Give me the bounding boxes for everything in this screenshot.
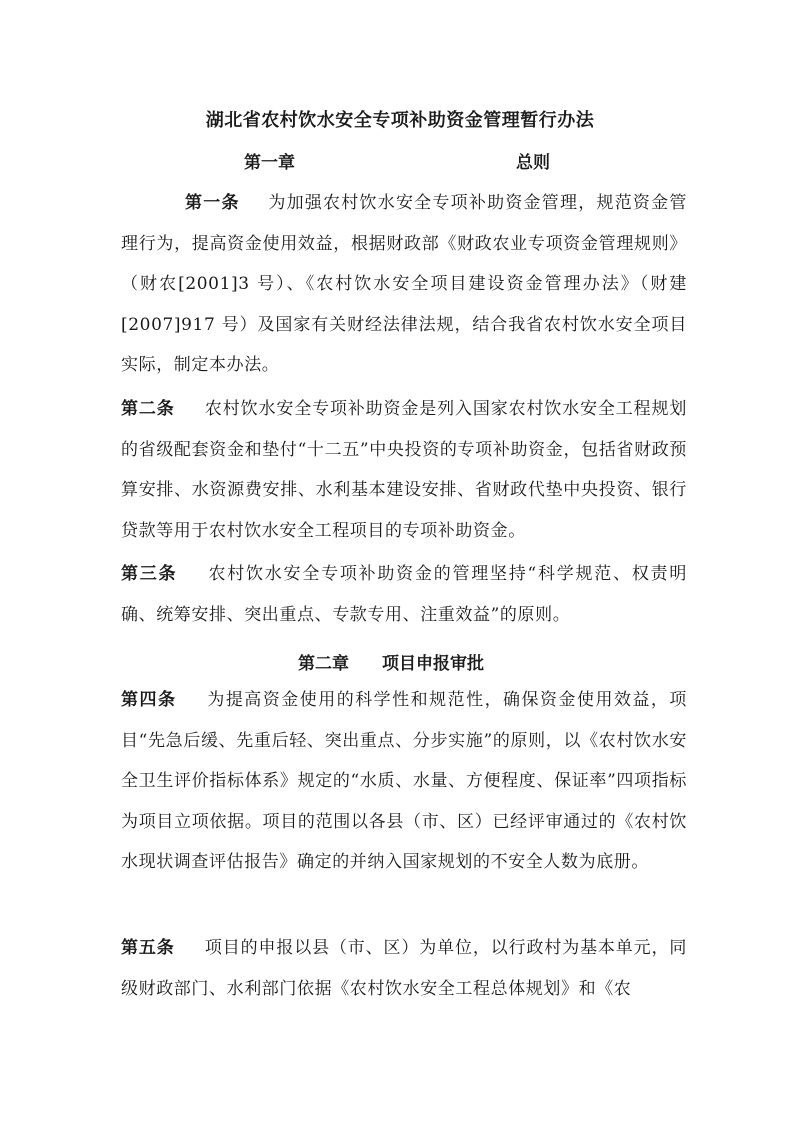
article-4-label: 第四条: [121, 690, 177, 710]
article-5-label: 第五条: [121, 938, 175, 958]
article-5-text: 项目的申报以县（市、区）为单位，以行政村为基本单元，同级财政部门、水利部门依据《农村饮水安全工程总体规划》和《农: [121, 938, 687, 999]
article-2: [121, 389, 687, 551]
chapter-2-number: 第二章: [298, 654, 349, 674]
article-4: [121, 680, 687, 883]
article-2-label: 第二条: [121, 399, 175, 419]
article-3-text: 农村饮水安全专项补助资金的管理坚持“科学规范、权责明确、统筹安排、突出重点、专款专用、注重效益”的原则。: [121, 564, 687, 625]
article-2-text: 农村饮水安全专项补助资金是列入国家农村饮水安全工程规划的省级配套资金和垫付“十二五”中央投资的专项补助资金，包括省财政预算安排、水资源费安排、水利基本建设安排、省财政代垫中央投资、银行贷款等用于农村饮水安全工程项目的专项补助资金。: [121, 399, 687, 541]
article-4-text: 为提高资金使用的科学性和规范性，确保资金使用效益，项目“先急后缓、先重后轻、突出重点、分步实施”的原则，以《农村饮水安全卫生评价指标体系》规定的“水质、水量、方便程度、保证率”四项指标为项目立项依据。项目的范围以各县（市、区）已经评审通过的《农村饮水现状调查评估报告》确定的并纳入国家规划的不安全人数为底册。: [121, 690, 687, 873]
article-1: [121, 183, 687, 386]
document-title: 湖北省农村饮水安全专项补助资金管理暂行办法: [205, 110, 595, 131]
article-3-label: 第三条: [121, 564, 178, 584]
chapter-2-name: 项目申报审批: [382, 654, 484, 674]
chapter-1-number: 第一章: [244, 153, 295, 173]
article-3: [121, 554, 687, 635]
article-5: [121, 928, 687, 1009]
article-1-text: 为加强农村饮水安全专项补助资金管理，规范资金管理行为，提高资金使用效益，根据财政部《财政农业专项资金管理规则》（财农[2001]3 号）、《农村饮水安全项目建设资金管理办法》（财建[2007]917 号）及国家有关财经法律法规，结合我省农村饮水安全项目实际，制定本办法。: [121, 193, 687, 376]
article-1-label: 第一条: [185, 193, 240, 213]
chapter-1-name: 总则: [516, 153, 550, 173]
